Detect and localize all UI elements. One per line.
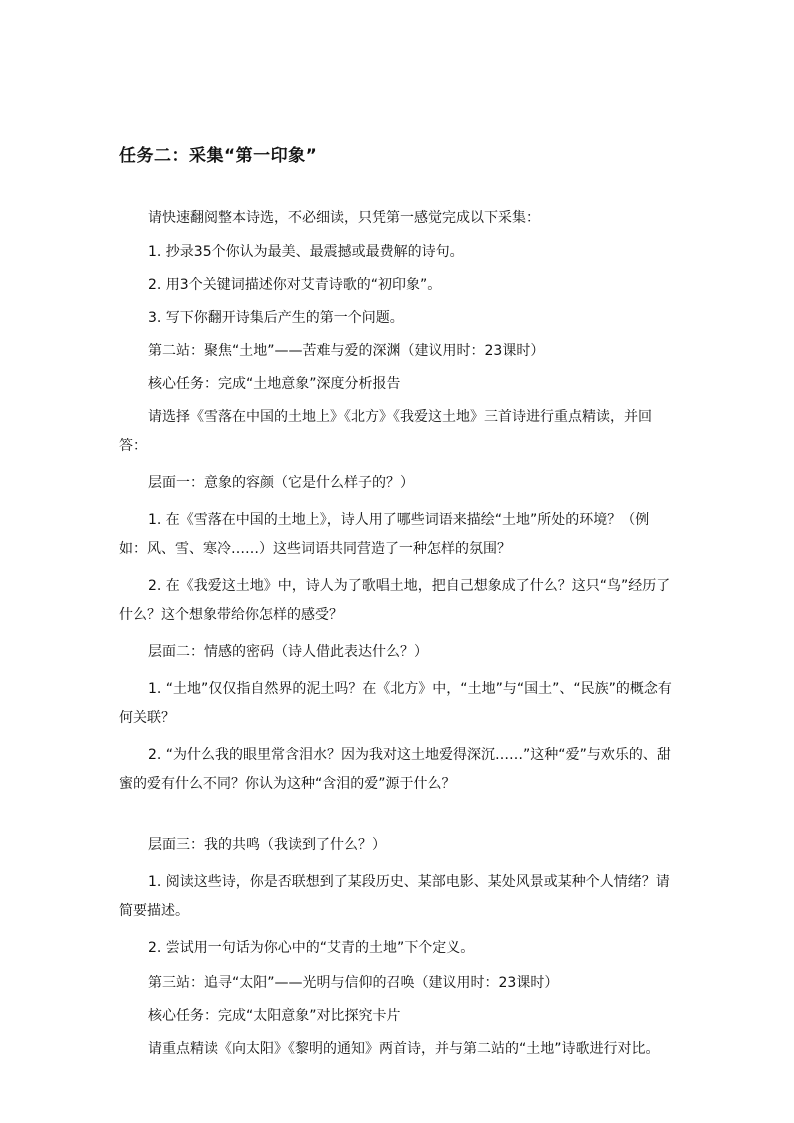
question-item: 2. 尝试用一句话为你心中的“艾青的土地”下个定义。 [148, 940, 475, 956]
intro-paragraph: 请快速翻阅整本诗选，不必细读，只凭第一感觉完成以下采集： [148, 210, 540, 226]
level-heading: 层面二：情感的密码（诗人借此表达什么？） [148, 644, 428, 660]
list-item: 3. 写下你翻开诗集后产生的第一个问题。 [148, 310, 404, 326]
question-item: 1. 阅读这些诗，你是否联想到了某段历史、某部电影、某处风景或某种个人情绪？请简要描述。 [119, 874, 670, 919]
task-heading: 任务二：采集“第一印象” [119, 146, 318, 166]
station-heading: 第二站：聚焦“土地”——苦难与爱的深渊（建议用时：23课时） [148, 343, 545, 359]
level-heading: 层面三：我的共鸣（我读到了什么？） [148, 837, 386, 853]
question-item: 2. 在《我爱这土地》中，诗人为了歌唱土地，把自己想象成了什么？这只“鸟”经历了什么？这个想象带给你怎样的感受？ [119, 578, 671, 623]
document-body [119, 204, 675, 1064]
core-task: 核心任务：完成“土地意象”深度分析报告 [148, 376, 401, 392]
list-item: 2. 用3个关键词描述你对艾青诗歌的“初印象”。 [148, 277, 442, 293]
question-item: 1. “土地”仅仅指自然界的泥土吗？在《北方》中，“土地”与“国土”、“民族”的概念有何关联？ [119, 681, 672, 726]
question-item: 2. “为什么我的眼里常含泪水？因为我对这土地爱得深沉……”这种“爱”与欢乐的、甜蜜的爱有什么不同？你认为这种“含泪的爱”源于什么？ [119, 747, 671, 792]
question-item: 1. 在《雪落在中国的土地上》，诗人用了哪些词语来描绘“土地”所处的环境？（例如：风、雪、寒冷……）这些词语共同营造了一种怎样的氛围？ [119, 512, 650, 557]
instruction-paragraph: 请选择《雪落在中国的土地上》《北方》《我爱这土地》三首诗进行重点精读，并回答： [119, 409, 652, 454]
list-item: 1. 抄录35个你认为最美、最震撼或最费解的诗句。 [148, 244, 464, 260]
instruction-paragraph: 请重点精读《向太阳》《黎明的通知》两首诗，并与第二站的“土地”诗歌进行对比。 [148, 1041, 660, 1057]
core-task: 核心任务：完成“太阳意象”对比探究卡片 [148, 1008, 401, 1024]
level-heading: 层面一：意象的容颜（它是什么样子的？） [148, 475, 414, 491]
station-heading: 第三站：追寻“太阳”——光明与信仰的召唤（建议用时：23课时） [148, 975, 559, 991]
